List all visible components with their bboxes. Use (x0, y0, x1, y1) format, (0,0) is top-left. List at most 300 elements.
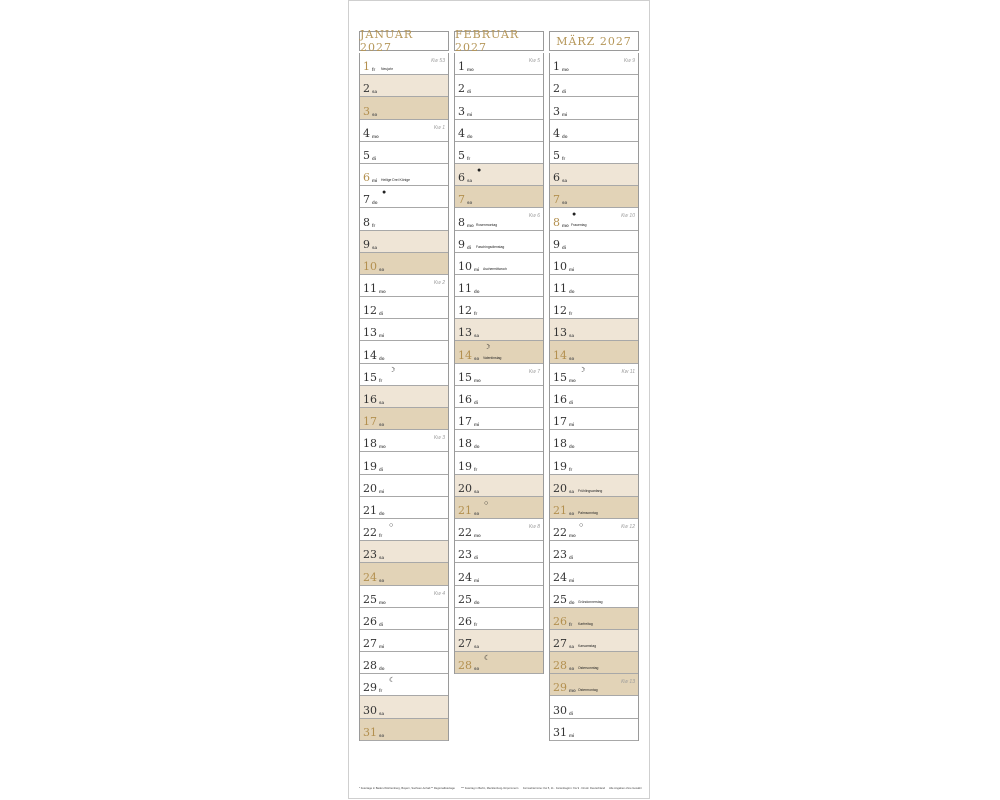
day-row (360, 719, 448, 741)
day-row (455, 297, 543, 319)
day-row (550, 341, 638, 363)
footnote: ** Regionalfeiertage (431, 787, 455, 790)
day-row (550, 386, 638, 408)
holiday-note: Heilige Drei Könige (381, 178, 411, 183)
weekday-label: so (379, 266, 385, 272)
holiday-note: Faschingsdienstag (476, 244, 505, 249)
weekday-label: di (379, 311, 383, 317)
day-row (360, 652, 448, 674)
day-row (455, 475, 543, 497)
moon-phase-icon: ☾ (484, 655, 491, 663)
day-number: 4 (363, 126, 370, 140)
day-number: 7 (458, 193, 465, 207)
day-number: 30 (553, 703, 567, 717)
day-row (550, 208, 638, 230)
holiday-note: Frauentag (571, 222, 587, 227)
day-number: 1 (553, 60, 560, 74)
day-number: 12 (553, 304, 567, 318)
weekday-label: sa (372, 89, 378, 95)
day-row (550, 452, 638, 474)
weekday-label: do (569, 599, 575, 605)
day-row (360, 75, 448, 97)
day-row (455, 75, 543, 97)
month-column-februar (454, 28, 544, 673)
weekday-label: so (569, 666, 575, 672)
day-number: 21 (363, 503, 377, 517)
day-row (455, 519, 543, 541)
weekday-label: mi (569, 422, 575, 428)
day-number: 31 (363, 725, 377, 739)
moon-phase-icon: ○ (579, 521, 584, 529)
weekday-label: do (379, 510, 385, 516)
weekday-label: di (562, 89, 566, 95)
weekday-label: fr (372, 67, 376, 73)
week-number: Kw 4 (433, 590, 445, 597)
day-row (360, 275, 448, 297)
day-row (550, 408, 638, 430)
day-row (455, 563, 543, 585)
holiday-note: Karsamstag (578, 644, 597, 649)
week-number: Kw 10 (621, 213, 635, 220)
weekday-label: di (467, 89, 471, 95)
day-row (550, 475, 638, 497)
weekday-label: so (379, 732, 385, 738)
day-row (360, 497, 448, 519)
day-row (360, 186, 448, 208)
moon-phase-icon: ● (382, 189, 387, 197)
day-row (550, 674, 638, 696)
weekday-label: mi (474, 266, 480, 272)
weekday-label: do (474, 599, 480, 605)
day-row (455, 652, 543, 674)
day-number: 25 (458, 592, 472, 606)
weekday-label: mi (379, 333, 385, 339)
weekday-label: fr (474, 466, 478, 472)
day-number: 24 (458, 570, 472, 584)
weekday-label: so (379, 577, 385, 583)
day-row (360, 53, 448, 75)
weekday-label: fr (569, 466, 573, 472)
day-row (550, 364, 638, 386)
day-row (360, 120, 448, 142)
weekday-label: sa (467, 178, 473, 184)
day-row (550, 164, 638, 186)
weekday-label: mo (569, 533, 576, 539)
weekday-label: fr (379, 533, 383, 539)
weekday-label: sa (474, 333, 480, 339)
day-row (455, 275, 543, 297)
day-number: 14 (553, 348, 567, 362)
day-number: 23 (553, 548, 567, 562)
weekday-label: fr (562, 155, 566, 161)
weekday-label: fr (467, 155, 471, 161)
day-number: 7 (553, 193, 560, 207)
day-row (360, 586, 448, 608)
day-number: 13 (458, 326, 472, 340)
weekday-label: mi (379, 644, 385, 650)
day-number: 23 (363, 548, 377, 562)
day-row (360, 364, 448, 386)
day-row (455, 497, 543, 519)
day-row (455, 408, 543, 430)
holiday-note: Valentinstag (483, 355, 502, 360)
day-number: 4 (553, 126, 560, 140)
day-number: 15 (363, 370, 377, 384)
footnotes (359, 787, 641, 795)
holiday-note: Ostermontag (578, 688, 598, 693)
moon-phase-icon: ○ (389, 521, 394, 529)
weekday-label: so (372, 111, 378, 117)
weekday-label: sa (372, 244, 378, 250)
day-number: 8 (458, 215, 465, 229)
day-number: 30 (363, 703, 377, 717)
day-number: 18 (458, 437, 472, 451)
day-number: 11 (553, 282, 567, 296)
day-number: 21 (458, 503, 472, 517)
weekday-label: fr (372, 222, 376, 228)
weekday-label: mo (379, 444, 386, 450)
moon-phase-icon: ● (572, 211, 577, 219)
day-row (360, 297, 448, 319)
day-row (550, 142, 638, 164)
day-row (455, 208, 543, 230)
weekday-label: di (467, 244, 471, 250)
day-number: 16 (363, 393, 377, 406)
day-row (360, 452, 448, 474)
day-number: 17 (458, 415, 472, 429)
day-number: 15 (458, 370, 472, 384)
day-row (360, 386, 448, 408)
weekday-label: mo (372, 133, 379, 139)
weekday-label: di (569, 555, 573, 561)
day-number: 18 (363, 437, 377, 451)
weekday-label: do (569, 289, 575, 295)
day-number: 3 (458, 104, 465, 118)
day-number: 4 (458, 126, 465, 140)
day-row (455, 630, 543, 652)
day-row (455, 608, 543, 630)
weekday-label: sa (474, 644, 480, 650)
day-row (550, 608, 638, 630)
week-number: Kw 11 (621, 368, 635, 375)
weekday-label: sa (562, 178, 568, 184)
holiday-note: Neujahr (381, 67, 393, 72)
day-row (550, 497, 638, 519)
day-number: 20 (363, 481, 377, 495)
day-number: 26 (363, 614, 377, 628)
weekday-label: so (562, 200, 568, 206)
month-title: JANUAR 2027 (359, 31, 449, 51)
day-row (550, 319, 638, 341)
day-number: 6 (458, 171, 465, 185)
day-row (455, 53, 543, 75)
day-number: 14 (363, 348, 377, 362)
holiday-note: Rosenmontag (476, 222, 498, 227)
day-number: 26 (553, 614, 567, 628)
day-row (550, 719, 638, 741)
week-number: Kw 1 (433, 124, 445, 131)
month-column-maerz (549, 31, 639, 739)
weekday-label: fr (474, 621, 478, 627)
weekday-label: fr (474, 311, 478, 317)
weekday-label: mo (474, 377, 481, 383)
weekday-label: mi (474, 577, 480, 583)
day-number: 14 (458, 348, 472, 362)
day-number: 18 (553, 437, 567, 451)
week-number: Kw 3 (433, 435, 445, 442)
day-row (360, 164, 448, 186)
day-row (360, 341, 448, 363)
day-number: 24 (363, 570, 377, 584)
day-row (550, 630, 638, 652)
day-number: 12 (458, 304, 472, 318)
weekday-label: sa (379, 555, 385, 561)
day-number: 22 (553, 526, 567, 540)
day-row (455, 430, 543, 452)
weekday-label: do (379, 666, 385, 672)
weekday-label: so (474, 510, 480, 516)
day-number: 28 (553, 659, 567, 673)
weekday-label: so (467, 200, 473, 206)
day-number: 20 (553, 481, 567, 495)
day-number: 5 (458, 148, 465, 162)
day-number: 3 (363, 104, 370, 118)
day-row (455, 541, 543, 563)
week-number: Kw 7 (528, 368, 540, 375)
day-list (454, 53, 544, 674)
weekday-label: so (569, 510, 575, 516)
day-row (550, 186, 638, 208)
weekday-label: mo (474, 533, 481, 539)
month-column-januar (359, 28, 449, 739)
day-number: 6 (553, 171, 560, 185)
weekday-label: do (379, 355, 385, 361)
day-row (455, 231, 543, 253)
weekday-label: so (474, 666, 480, 672)
day-number: 8 (363, 215, 370, 229)
weekday-label: mo (379, 599, 386, 605)
weekday-label: mo (569, 377, 576, 383)
holiday-note: Karfreitag (578, 621, 593, 626)
weekday-label: mo (467, 222, 474, 228)
day-number: 13 (363, 326, 377, 340)
holiday-note: Gründonnerstag (578, 599, 603, 604)
day-number: 11 (458, 282, 472, 296)
day-row (455, 452, 543, 474)
day-row (360, 319, 448, 341)
day-row (550, 297, 638, 319)
weekday-label: sa (379, 710, 385, 716)
weekday-label: mo (569, 688, 576, 694)
day-row (360, 430, 448, 452)
day-row (360, 696, 448, 718)
weekday-label: di (379, 621, 383, 627)
weekday-label: mo (379, 289, 386, 295)
moon-phase-icon: ☽ (579, 366, 586, 374)
day-number: 16 (553, 393, 567, 406)
weekday-label: so (379, 422, 385, 428)
weekday-label: mi (372, 178, 378, 184)
holiday-note: Ostersonntag (578, 666, 599, 671)
weekday-label: sa (569, 333, 575, 339)
day-number: 10 (458, 259, 472, 273)
weekday-label: fr (379, 377, 383, 383)
month-title: FEBRUAR 2027 (454, 31, 544, 51)
week-number: Kw 13 (621, 679, 635, 686)
day-row (360, 608, 448, 630)
weekday-label: so (569, 355, 575, 361)
weekday-label: di (372, 155, 376, 161)
day-row (455, 120, 543, 142)
day-number: 3 (553, 104, 560, 118)
day-row (550, 253, 638, 275)
day-row (455, 186, 543, 208)
weekday-label: di (562, 244, 566, 250)
day-number: 17 (363, 415, 377, 429)
day-row (550, 563, 638, 585)
weekday-label: mi (467, 111, 473, 117)
day-row (550, 231, 638, 253)
day-number: 5 (363, 148, 370, 162)
day-row (550, 696, 638, 718)
day-row (455, 142, 543, 164)
day-number: 15 (553, 370, 567, 384)
day-number: 2 (363, 82, 370, 96)
day-number: 19 (553, 459, 567, 473)
weekday-label: do (372, 200, 378, 206)
weekday-label: mi (569, 266, 575, 272)
day-number: 17 (553, 415, 567, 429)
day-row (550, 519, 638, 541)
day-row (360, 208, 448, 230)
day-number: 22 (363, 526, 377, 540)
day-row (455, 364, 543, 386)
day-number: 10 (553, 259, 567, 273)
weekday-label: di (474, 400, 478, 405)
weekday-label: mi (569, 732, 575, 738)
weekday-label: mo (562, 222, 569, 228)
weekday-label: mi (379, 488, 385, 494)
weekday-label: sa (379, 400, 385, 405)
day-number: 29 (553, 681, 567, 695)
weekday-label: do (474, 289, 480, 295)
day-number: 28 (458, 659, 472, 673)
weekday-label: mi (562, 111, 568, 117)
day-number: 27 (458, 637, 472, 651)
week-number: Kw 2 (433, 279, 445, 286)
week-number: Kw 12 (621, 523, 635, 530)
week-number: Kw 9 (623, 58, 635, 64)
day-row (360, 519, 448, 541)
day-number: 9 (553, 237, 560, 251)
day-number: 29 (363, 681, 377, 695)
weekday-label: mi (569, 577, 575, 583)
day-row (360, 563, 448, 585)
day-row (550, 97, 638, 119)
day-row (360, 541, 448, 563)
weekday-label: sa (569, 488, 575, 494)
day-row (550, 275, 638, 297)
day-number: 20 (458, 481, 472, 495)
day-number: 16 (458, 393, 472, 406)
day-row (550, 75, 638, 97)
day-row (360, 253, 448, 275)
footnote: * Feiertage in Baden-Württemberg, Bayern, Sachsen-Anhalt (359, 787, 431, 790)
day-number: 19 (363, 459, 377, 473)
weekday-label: di (569, 710, 573, 716)
weekday-label: mo (467, 67, 474, 73)
day-number: 31 (553, 725, 567, 739)
day-row (360, 97, 448, 119)
day-number: 2 (553, 82, 560, 96)
day-row (550, 430, 638, 452)
day-row (360, 408, 448, 430)
day-row (550, 586, 638, 608)
day-number: 25 (363, 592, 377, 606)
moon-phase-icon: ☽ (484, 344, 491, 352)
day-number: 9 (363, 237, 370, 251)
day-row (455, 97, 543, 119)
footnote: *** Feiertag in Berlin, Mecklenburg-Vorpommern (461, 787, 519, 790)
day-number: 12 (363, 304, 377, 318)
weekday-label: do (474, 444, 480, 450)
day-row (550, 120, 638, 142)
day-number: 9 (458, 237, 465, 251)
day-number: 13 (553, 326, 567, 340)
day-number: 7 (363, 193, 370, 207)
weekday-label: mo (562, 67, 569, 73)
week-number: Kw 5 (528, 58, 540, 64)
day-number: 1 (363, 60, 370, 74)
day-number: 22 (458, 526, 472, 540)
weekday-label: mi (474, 422, 480, 428)
weekday-label: do (467, 133, 473, 139)
day-row (360, 674, 448, 696)
day-row (550, 53, 638, 75)
weekday-label: di (379, 466, 383, 472)
day-number: 26 (458, 614, 472, 628)
weekday-label: do (562, 133, 568, 139)
weekday-label: so (474, 355, 480, 361)
day-row (455, 341, 543, 363)
day-row (360, 142, 448, 164)
day-number: 24 (553, 570, 567, 584)
weekday-label: fr (569, 621, 573, 627)
weekday-label: di (569, 400, 573, 405)
week-number: Kw 53 (431, 58, 445, 64)
day-row (360, 231, 448, 253)
moon-phase-icon: ○ (484, 499, 489, 507)
day-number: 25 (553, 592, 567, 606)
holiday-note: Frühlingsanfang (578, 488, 603, 493)
day-number: 23 (458, 548, 472, 562)
day-row (455, 253, 543, 275)
day-number: 1 (458, 60, 465, 74)
weekday-label: do (569, 444, 575, 450)
day-number: 6 (363, 171, 370, 185)
week-number: Kw 6 (528, 213, 540, 220)
day-number: 27 (553, 637, 567, 651)
day-row (360, 630, 448, 652)
day-number: 11 (363, 282, 377, 296)
day-row (550, 652, 638, 674)
day-number: 5 (553, 148, 560, 162)
day-list (549, 53, 639, 741)
day-list (359, 53, 449, 741)
day-row (455, 386, 543, 408)
weekday-label: fr (569, 311, 573, 317)
day-number: 2 (458, 82, 465, 96)
